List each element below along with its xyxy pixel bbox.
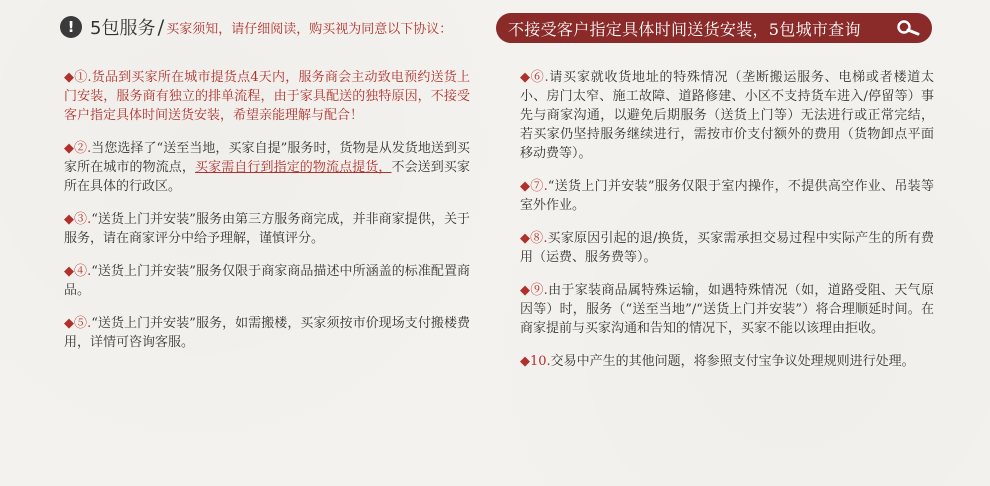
city-lookup-button[interactable] bbox=[496, 13, 932, 43]
term-item bbox=[64, 139, 470, 196]
term-number: ◆③. bbox=[64, 212, 92, 227]
term-text: 当您选择了“送至当地，买家自提”服务时，货物是从发货地送到买家所在城市的物流点， bbox=[64, 141, 470, 175]
term-text: 请买家就收货地址的特殊情况（垄断搬运服务、电梯或者楼道太小、房门太窄、施工故障、道路修建、小区不支持货车进入/停留等）事先与商家沟通，以避免后期服务（送货上门等）无法进行或正常完结，若买家仍坚持服务继续进行，需按市价支付额外的费用（货物卸点平面移动费等）。 bbox=[520, 70, 934, 161]
term-number: ◆⑤. bbox=[64, 316, 92, 331]
search-icon bbox=[896, 19, 920, 37]
term-number: ◆④. bbox=[64, 264, 92, 279]
term-item bbox=[520, 229, 934, 267]
terms-column-right bbox=[520, 68, 934, 385]
header bbox=[60, 12, 452, 42]
term-item bbox=[64, 262, 470, 300]
section-title: 5包服务 bbox=[90, 18, 156, 39]
term-number: ◆⑦. bbox=[520, 179, 548, 194]
term-text: “送货上门并安装”服务仅限于室内操作，不提供高空作业、吊装等室外作业。 bbox=[520, 179, 934, 213]
term-item bbox=[520, 68, 934, 163]
term-item bbox=[520, 352, 934, 371]
term-item bbox=[520, 281, 934, 338]
term-text: 货品到买家所在城市提货点4天内，服务商会主动致电预约送货上门安装，服务商有独立的排单流程，由于家具配送的独特原因，不接受客户指定具体时间送货安装，希望亲能理解与配合！ bbox=[64, 70, 470, 123]
term-item bbox=[64, 68, 470, 125]
term-text: “送货上门并安装”服务仅限于商家商品描述中所涵盖的标准配置商品。 bbox=[64, 264, 470, 298]
term-number: ◆②. bbox=[64, 141, 92, 156]
city-lookup-label: 不接受客户指定具体时间送货安装，5包城市查询 bbox=[508, 19, 861, 39]
title-divider: / bbox=[157, 15, 165, 39]
term-number: ◆⑧. bbox=[520, 231, 548, 246]
term-number: ◆⑥. bbox=[520, 70, 549, 85]
term-item bbox=[520, 177, 934, 215]
terms-column-left bbox=[64, 68, 470, 366]
term-text: 不会送到买家所在具体的行政区。 bbox=[64, 160, 470, 194]
term-number: ◆10. bbox=[520, 354, 551, 369]
exclamation-icon: ! bbox=[60, 16, 82, 38]
buyer-notice: 买家须知，请仔细阅读，购买视为同意以下协议： bbox=[166, 21, 453, 37]
term-number: ◆⑨. bbox=[520, 283, 548, 298]
term-text: 由于家装商品属特殊运输，如遇特殊情况（如，道路受阻、天气原因等）时，服务（“送至当地”/“送货上门并安装”）将合理顺延时间。在商家提前与买家沟通和告知的情况下，买家不能以该理由拒收。 bbox=[520, 283, 934, 336]
term-text: 交易中产生的其他问题，将参照支付宝争议处理规则进行处理。 bbox=[550, 354, 915, 369]
term-item bbox=[64, 314, 470, 352]
term-item bbox=[64, 210, 470, 248]
term-text: 买家原因引起的退/换货，买家需承担交易过程中实际产生的所有费用（运费、服务费等）。 bbox=[520, 231, 934, 265]
term-highlight: 买家需自行到指定的物流点提货， bbox=[195, 160, 392, 175]
term-text: “送货上门并安装”服务，如需搬楼，买家须按市价现场支付搬楼费用，详情可咨询客服。 bbox=[64, 316, 470, 350]
term-text: “送货上门并安装”服务由第三方服务商完成，并非商家提供，关于服务，请在商家评分中给予理解，谨慎评分。 bbox=[64, 212, 470, 246]
term-number: ◆①. bbox=[64, 70, 92, 85]
